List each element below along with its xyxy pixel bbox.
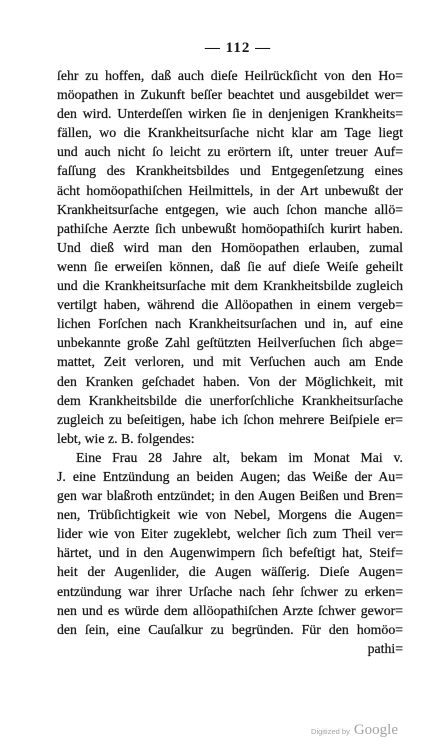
text-line: den Kranken geſchadet haben. Von der Möglichkeit, mit [57, 373, 403, 389]
paragraph [57, 448, 403, 639]
text-line: Eine Frau 28 Jahre alt, bekam im Monat Mai v. [76, 449, 403, 465]
text-line: mattet, Zeit verloren, und mit Verſuchen auch am Ende [57, 354, 403, 370]
google-wordmark: Google [353, 722, 398, 738]
text-line: nen, Trübſichtigkeit wie von Nebel, Morgens die Augen= [57, 507, 403, 523]
text-line: gen war blaßroth entzündet; in den Augen Beißen und Bren= [57, 488, 403, 504]
text-line: dem Krankheitsbilde die unerforſchliche Krankheitsurſache [57, 392, 403, 408]
body-text [57, 66, 403, 658]
text-line: lider wie von Eiter zugeklebt, welcher ſich zum Theil ver= [57, 526, 403, 542]
text-line: faſſung des Krankheitsbildes und Entgegenſetzung eines [57, 163, 403, 179]
text-line: und auch nicht ſo leicht zu erörtern iſt, unter treuer Auf= [57, 144, 403, 160]
text-line: möopathen in Zukunft beſſer beachtet und ausgebildet wer= [57, 87, 403, 103]
text-line: entzündung war ihrer Urſache nach ſehr ſchwer zu erken= [57, 583, 403, 599]
text-line: vertilgt haben, während die Allöopathen in einem vergeb= [57, 297, 403, 313]
text-line: Krankheitsurſache entgegen, wie auch ſchon manche allö= [57, 201, 403, 217]
catchword: pathi= [367, 640, 403, 656]
text-line: nen und es würde dem allöopathiſchen Arzte ſchwer gewor= [57, 602, 403, 618]
text-line: wenn ſie erweiſen können, daß ſie auf dieſe Weiſe geheilt [57, 258, 403, 274]
text-line: den wird. Unterdeſſen wirken ſie in denjenigen Krankheits= [57, 106, 403, 122]
text-line: lebt, wie z. B. folgendes: [57, 430, 195, 446]
text-line: heit der Augenlider, die Augen wäſſerig. Dieſe Augen= [57, 564, 403, 580]
text-line: pathiſche Aerzte ſich unbewußt homöopathiſch kurirt haben. [57, 220, 403, 236]
text-line: lichen Forſchen nach Krankheitsurſachen und in, auf eine [57, 316, 403, 332]
text-line: und die Krankheitsurſache mit dem Krankheitsbilde zugleich [57, 278, 403, 294]
text-line: den ſein, eine Cauſalkur zu begründen. Für den homöo= [57, 621, 403, 637]
text-line: J. eine Entzündung an beiden Augen; das Weiße der Au= [57, 468, 403, 484]
text-line: zugleich zu beſeitigen, habe ich ſchon mehrere Beiſpiele er= [57, 411, 403, 427]
text-line: härtet, und in den Augenwimpern ſich befeſtigt hat, Steif= [57, 545, 403, 561]
text-line: Und dieß wird man den Homöopathen erlauben, zumal [57, 239, 403, 255]
text-line: unbekannte große Zahl geſtützten Heilverſuchen ſich abge= [57, 335, 403, 351]
digitization-watermark [311, 722, 398, 739]
text-line: ſehr zu hoffen, daß auch dieſe Heilrückſicht von den Ho= [57, 68, 403, 83]
text-line: ächt homöopathiſchen Heilmittels, in der Art unbewußt der [57, 182, 403, 198]
page-number: — 112 — [204, 40, 272, 56]
text-line: fällen, wo die Krankheitsurſache nicht klar am Tage liegt [57, 125, 403, 141]
paragraph [57, 66, 403, 448]
digitized-by-label: Digitized by [311, 727, 350, 736]
